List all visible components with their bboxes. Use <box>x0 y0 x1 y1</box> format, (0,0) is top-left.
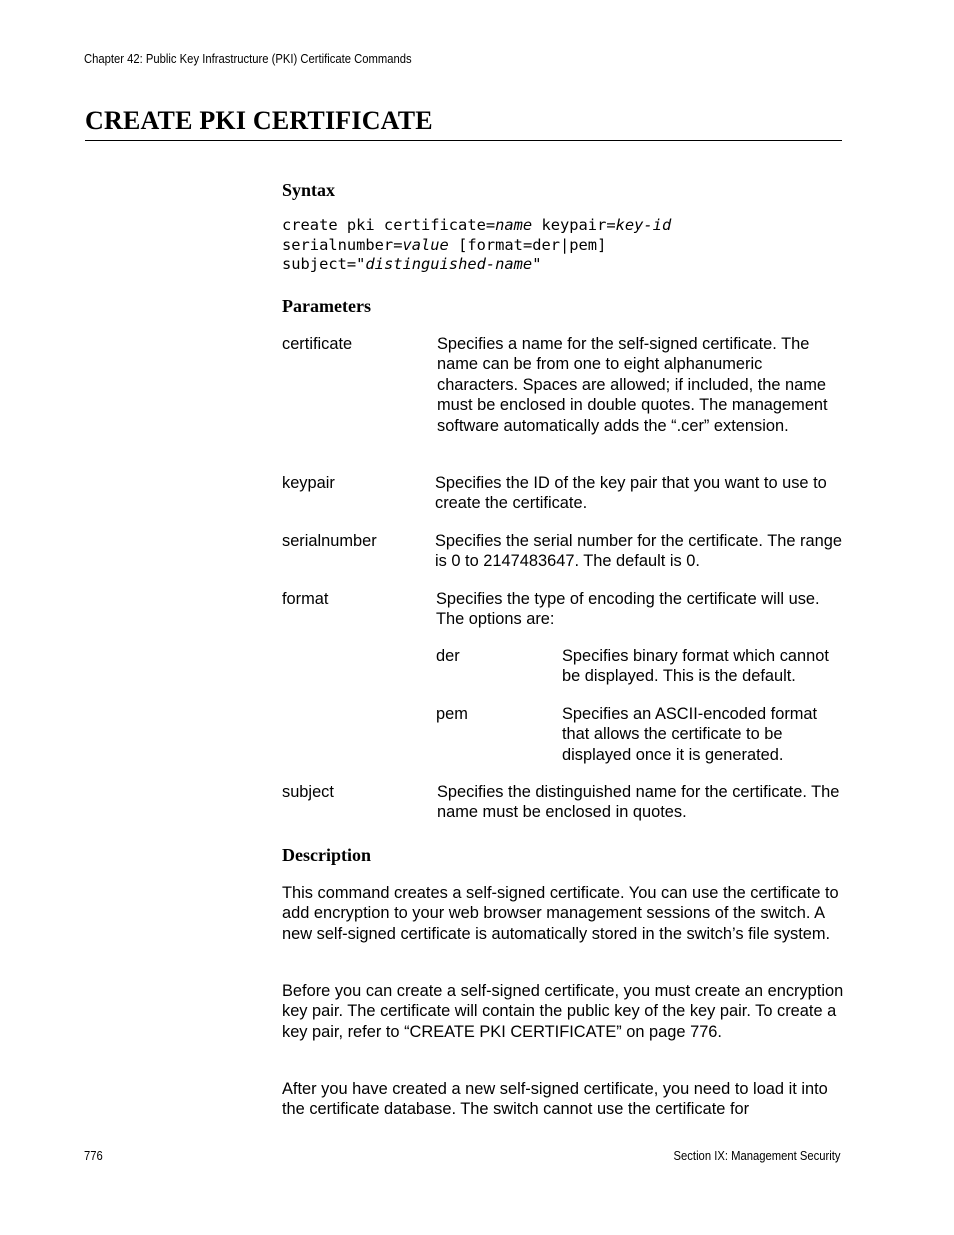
param-desc-serialnumber: Specifies the serial number for the certificate. The range is 0 to 2147483647. The default is 0. <box>435 532 842 571</box>
syntax-text: [format=der|pem] <box>448 235 607 254</box>
syntax-variable: value <box>402 235 449 254</box>
param-name-serialnumber: serialnumber <box>282 532 377 550</box>
parameters-heading: Parameters <box>282 296 371 316</box>
param-desc-format: Specifies the type of encoding the certificate will use. The options are: <box>436 590 820 629</box>
page-title: CREATE PKI CERTIFICATE <box>85 106 433 135</box>
param-name-certificate: certificate <box>282 335 353 353</box>
syntax-variable: key-id <box>615 216 672 234</box>
option-desc-der: Specifies binary format which cannot be displayed. This is the default. <box>562 647 829 686</box>
option-desc-pem: Specifies an ASCII-encoded format that allows the certificate to be displayed once it is generated. <box>562 705 818 764</box>
section-footer: Section IX: Management Security <box>674 1149 841 1163</box>
description-heading: Description <box>282 845 371 865</box>
running-header: Chapter 42: Public Key Infrastructure (PKI) Certificate Commands <box>84 52 412 66</box>
param-desc-subject: Specifies the distinguished name for the certificate. The name must be enclosed in quotes. <box>437 783 840 822</box>
description-paragraph-1: This command creates a self-signed certificate. You can use the certificate to add encryption to your web browser management sessions of the switch. A new self-signed certificate is automatically stored in the switch’s file system. <box>282 884 839 943</box>
param-name-subject: subject <box>282 783 334 801</box>
syntax-block <box>282 216 671 275</box>
syntax-text: serialnumber= <box>282 235 403 254</box>
syntax-variable: name <box>495 216 533 234</box>
syntax-heading: Syntax <box>282 180 336 200</box>
page-number: 776 <box>84 1149 103 1163</box>
param-name-format: format <box>282 590 329 608</box>
description-paragraph-3: After you have created a new self-signed certificate, you need to load it into the certificate database. The switch cannot use the certificate for <box>282 1080 828 1119</box>
param-desc-certificate: Specifies a name for the self-signed certificate. The name can be from one to eight alphanumeric characters. Spaces are allowed; if included, the name must be enclosed in double quotes. The management software automatically adds the “.cer” extension. <box>437 335 828 435</box>
option-name-pem: pem <box>436 705 468 723</box>
option-name-der: der <box>436 647 460 665</box>
syntax-text: subject=" <box>282 255 366 273</box>
param-name-keypair: keypair <box>282 474 335 492</box>
syntax-variable: distinguished-name <box>365 255 533 273</box>
syntax-text: " <box>532 255 542 273</box>
description-paragraph-2: Before you can create a self-signed certificate, you must create an encryption key pair. The certificate will contain the public key of the key pair. To create a key pair, refer to “CREATE PKI CERTIFICATE” on page 776. <box>282 982 844 1041</box>
title-rule <box>85 140 842 141</box>
syntax-text: create pki certificate= <box>282 216 496 234</box>
syntax-text: keypair= <box>532 216 616 234</box>
param-desc-keypair: Specifies the ID of the key pair that you want to use to create the certificate. <box>435 474 827 513</box>
